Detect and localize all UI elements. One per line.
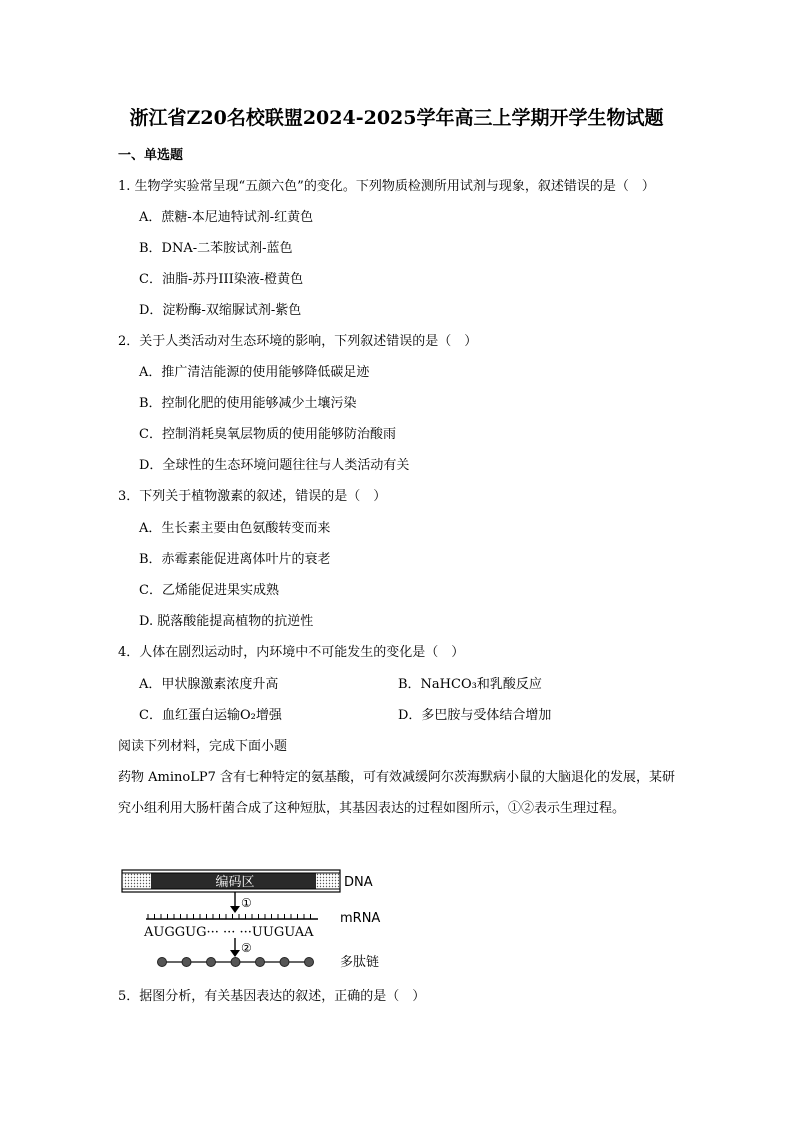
polypeptide-chain <box>158 958 314 967</box>
q1-option-d: D．淀粉酶-双缩脲试剂-紫色 <box>139 303 302 318</box>
amino-acid-bead <box>280 958 289 967</box>
question-1-stem: 1. 生物学实验常呈现“五颜六色”的变化。下列物质检测所用试剂与现象，叙述错误的是（ ） <box>118 179 655 194</box>
polypeptide-label: 多肽链 <box>340 955 380 970</box>
section-heading: 一、单选题 <box>118 148 184 163</box>
page-title: 浙江省Z20名校联盟2024-2025学年高三上学期开学生物试题 <box>129 107 664 129</box>
dna-label: DNA <box>344 875 373 890</box>
reading-intro: 阅读下列材料，完成下面小题 <box>118 739 288 754</box>
amino-acid-bead <box>256 958 265 967</box>
amino-acid-bead <box>182 958 191 967</box>
q1-option-c: C．油脂-苏丹III染液-橙黄色 <box>139 272 304 287</box>
q1-option-a: A．蔗糖-本尼迪特试剂-红黄色 <box>139 210 314 225</box>
gene-expression-diagram <box>118 864 418 974</box>
q4-option-a: A．甲状腺激素浓度升高 <box>139 677 279 692</box>
amino-acid-bead <box>207 958 216 967</box>
material-paragraph: 药物 AminoLP7 含有七种特定的氨基酸，可有效减缓阿尔茨海默病小鼠的大脑退化的发展，某研究小组利用大肠杆菌合成了这种短肽，其基因表达的过程如图所示，①②表示生理过程。 <box>118 770 675 816</box>
q2-option-d: D．全球性的生态环境问题往往与人类活动有关 <box>139 458 410 473</box>
q4-option-b: B．NaHCO₃和乳酸反应 <box>398 677 542 692</box>
q3-option-a: A．生长素主要由色氨酸转变而来 <box>139 521 331 536</box>
amino-acid-bead <box>231 958 240 967</box>
step-1-label: ① <box>241 896 252 910</box>
q4-option-c: C．血红蛋白运输O₂增强 <box>139 708 282 723</box>
question-2-stem: 2．关于人类活动对生态环境的影响，下列叙述错误的是（ ） <box>118 334 478 349</box>
q3-option-b: B．赤霉素能促进离体叶片的衰老 <box>139 552 331 567</box>
amino-acid-bead <box>158 958 167 967</box>
translation-arrow <box>230 938 240 957</box>
q3-option-d: D. 脱落酸能提高植物的抗逆性 <box>139 614 314 629</box>
step-2-label: ② <box>241 941 252 955</box>
q3-option-c: C．乙烯能促进果实成熟 <box>139 583 279 598</box>
mrna-label: mRNA <box>340 911 381 926</box>
coding-region-label: 编码区 <box>215 875 255 890</box>
mrna-strand <box>146 914 318 919</box>
amino-acid-bead <box>305 958 314 967</box>
q1-option-b: B．DNA-二苯胺试剂-蓝色 <box>139 241 293 256</box>
question-3-stem: 3．下列关于植物激素的叙述，错误的是（ ） <box>118 489 387 504</box>
q4-option-d: D．多巴胺与受体结合增加 <box>398 708 552 723</box>
q2-option-a: A．推广清洁能源的使用能够降低碳足迹 <box>139 365 370 380</box>
question-5-stem: 5．据图分析，有关基因表达的叙述，正确的是（ ） <box>118 989 426 1004</box>
q2-option-c: C．控制消耗臭氧层物质的使用能够防治酸雨 <box>139 427 396 442</box>
mrna-sequence: AUGGUG··· ··· ···UUGUAA <box>144 925 314 940</box>
q2-option-b: B．控制化肥的使用能够减少土壤污染 <box>139 396 357 411</box>
question-4-stem: 4．人体在剧烈运动时，内环境中不可能发生的变化是（ ） <box>118 645 465 660</box>
transcription-arrow <box>230 892 240 913</box>
